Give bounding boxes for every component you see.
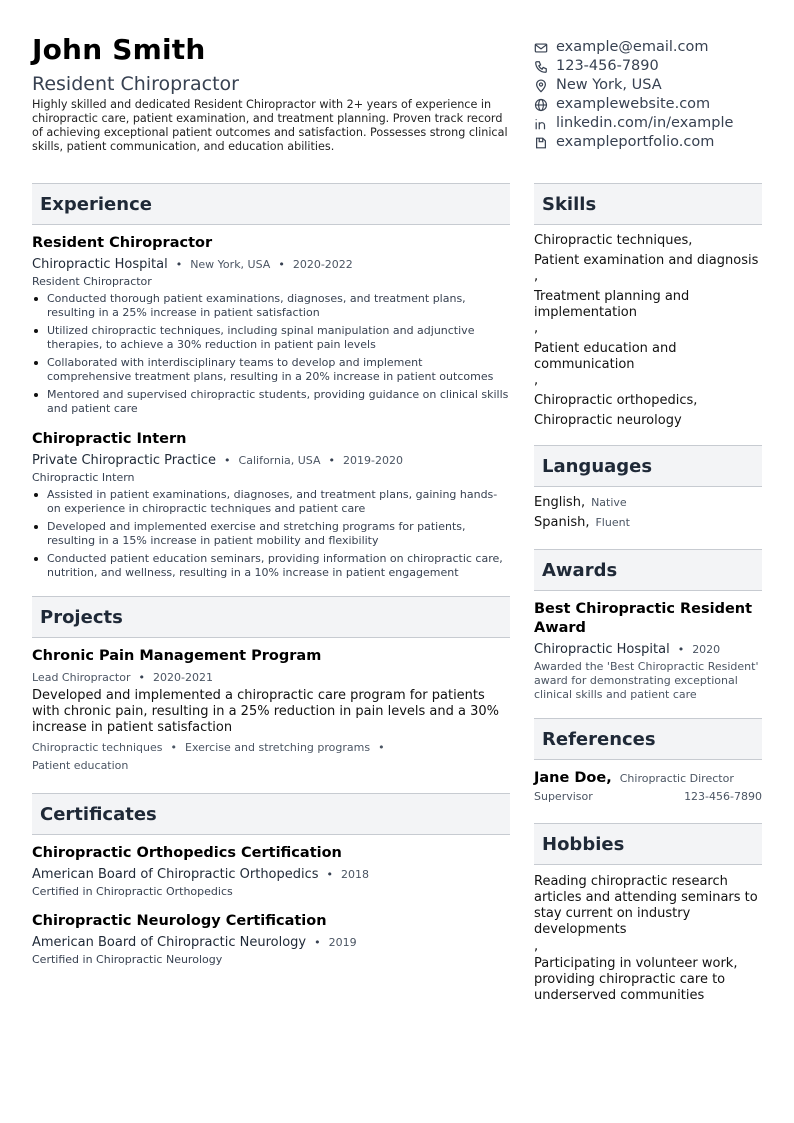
experience-role: Chiropractic Intern (32, 471, 135, 484)
contact-portfolio-text: exampleportfolio.com (556, 134, 715, 150)
award-org: Chiropractic Hospital (534, 642, 670, 657)
award-title: Best Chiropractic Resident Award (534, 601, 753, 636)
experience-location: New York, USA (190, 258, 271, 271)
award-description: Awarded the 'Best Chiropractic Resident' award for demonstrating exceptional clinical skills and patient care (534, 660, 759, 701)
skill-separator: , (534, 321, 539, 336)
language-name: English, (534, 495, 586, 510)
experience-title: Resident Chiropractor (32, 235, 213, 251)
project-meta (32, 669, 510, 686)
certificate-issuer: American Board of Chiropractic Neurology (32, 935, 307, 950)
award-year: 2020 (692, 643, 721, 656)
awards-heading: Awards (534, 549, 762, 591)
bullet-item: Conducted thorough patient examinations, diagnoses, and treatment plans, resulting in a 25% increase in patient satisfaction (32, 292, 510, 320)
separator-dot: • (328, 454, 336, 467)
references-heading: References (534, 718, 762, 760)
experience-entry (32, 430, 510, 580)
hobby-item: Reading chiropractic research articles and attending seminars to stay current on industry developments (534, 874, 758, 937)
project-tag: Chiropractic techniques (32, 741, 163, 754)
project-dates: 2020-2021 (153, 671, 213, 684)
hobby-separator: , (534, 939, 539, 954)
certificate-meta (32, 934, 510, 951)
phone-icon (534, 60, 548, 74)
contact-email[interactable] (534, 38, 774, 57)
experience-org: Chiropractic Hospital (32, 257, 168, 272)
certificate-entry (32, 912, 510, 968)
skill-separator: , (534, 373, 539, 388)
skill-item: Patient education and communication (534, 341, 677, 372)
reference-header (534, 770, 762, 786)
contact-website-text: examplewebsite.com (556, 96, 711, 112)
language-level: Fluent (595, 516, 630, 529)
linkedin-icon (534, 117, 548, 131)
separator-dot: • (378, 741, 385, 754)
certificates-heading: Certificates (32, 793, 510, 835)
experience-meta (32, 256, 510, 273)
contact-phone-text: 123-456-7890 (556, 58, 659, 74)
resume-header (32, 32, 762, 182)
certificate-meta (32, 866, 510, 883)
project-description: Developed and implemented a chiropractic care program for patients with chronic pain, resulting in a 25% reduction in pain levels and a 30% increase in patient satisfaction (32, 688, 500, 735)
certificate-entry (32, 844, 510, 900)
contact-email-text: example@email.com (556, 39, 709, 55)
skill-separator: , (534, 269, 539, 284)
experience-dates: 2019-2020 (343, 454, 403, 467)
experience-role: Resident Chiropractor (32, 275, 152, 288)
skill-item: Patient examination and diagnosis (534, 253, 759, 268)
separator-dot: • (278, 258, 285, 271)
experience-bullets (32, 292, 510, 416)
projects-heading: Projects (32, 596, 510, 638)
project-role: Lead Chiropractor (32, 671, 131, 684)
candidate-name: John Smith (32, 33, 206, 66)
languages-list (534, 493, 762, 533)
project-tag: Patient education (32, 759, 129, 772)
separator-dot: • (224, 454, 231, 467)
portfolio-icon (534, 136, 548, 150)
skills-list (534, 233, 762, 429)
reference-details (534, 790, 762, 803)
language-item (534, 513, 762, 533)
languages-heading: Languages (534, 445, 762, 487)
reference-name: Jane Doe, (534, 770, 612, 786)
bullet-item: Assisted in patient examinations, diagnoses, and treatment plans, gaining hands-on experience in chiropractic techniques and patient care (32, 488, 510, 516)
contact-website[interactable] (534, 95, 774, 114)
bullet-item: Utilized chiropractic techniques, including spinal manipulation and adjunctive therapies, to achieve a 30% reduction in patient pain levels (32, 324, 510, 352)
separator-dot: • (677, 643, 685, 656)
bullet-item: Collaborated with interdisciplinary teams to develop and implement comprehensive treatment plans, resulting in a 20% increase in patient outcomes (32, 356, 510, 384)
certificate-note: Certified in Chiropractic Neurology (32, 953, 223, 966)
contact-location-text: New York, USA (556, 77, 662, 93)
experience-entry (32, 234, 510, 416)
contact-portfolio[interactable] (534, 133, 774, 152)
bullet-item: Developed and implemented exercise and stretching programs for patients, resulting in a 15% increase in patient mobility and flexibility (32, 520, 510, 548)
contact-linkedin-text: linkedin.com/in/example (556, 115, 734, 131)
project-tags (32, 739, 510, 775)
separator-dot: • (170, 741, 178, 754)
separator-dot: • (326, 868, 334, 881)
reference-entry (534, 770, 762, 803)
project-tag: Exercise and stretching programs (185, 741, 371, 754)
award-entry (534, 600, 762, 702)
certificate-title: Chiropractic Orthopedics Certification (32, 845, 342, 861)
separator-dot: • (314, 936, 321, 949)
project-entry (32, 647, 510, 775)
bullet-item: Conducted patient education seminars, providing information on chiropractic care, nutrition, and wellness, resulting in a 10% increase in patient engagement (32, 552, 510, 580)
reference-relation: Supervisor (534, 790, 593, 803)
separator-dot: • (175, 258, 183, 271)
hobby-item: Participating in volunteer work, providing chiropractic care to underserved communities (534, 956, 738, 1003)
experience-org: Private Chiropractic Practice (32, 453, 217, 468)
resume-page (32, 32, 762, 1003)
experience-location: California, USA (238, 454, 321, 467)
contact-location (534, 76, 774, 95)
bullet-item: Mentored and supervised chiropractic students, providing guidance on clinical skills and patient care (32, 388, 510, 416)
language-item (534, 493, 762, 513)
experience-bullets (32, 488, 510, 580)
contact-linkedin[interactable] (534, 114, 774, 133)
right-column (534, 183, 762, 1004)
reference-position: Chiropractic Director (619, 772, 734, 785)
language-level: Native (591, 496, 627, 509)
skill-item: Treatment planning and implementation (534, 289, 690, 320)
experience-title: Chiropractic Intern (32, 431, 187, 447)
mail-icon (534, 41, 548, 55)
globe-icon (534, 98, 548, 112)
experience-meta (32, 452, 510, 469)
contact-phone[interactable] (534, 57, 774, 76)
skill-item: Chiropractic techniques, (534, 233, 693, 248)
contact-block (534, 38, 774, 152)
candidate-title: Resident Chiropractor (32, 73, 239, 95)
experience-heading: Experience (32, 183, 510, 225)
hobbies-heading: Hobbies (534, 823, 762, 865)
certificate-issuer: American Board of Chiropractic Orthopedics (32, 867, 319, 882)
hobbies-list (534, 874, 762, 1004)
experience-dates: 2020-2022 (292, 258, 353, 271)
skill-item: Chiropractic orthopedics, (534, 393, 698, 408)
certificate-year: 2019 (328, 936, 357, 949)
summary-text: Highly skilled and dedicated Resident Chiropractor with 2+ years of experience in chiropractic care, patient examination, and treatment planning. Proven track record of achieving exceptional patient outcomes and satisfaction. Possesses strong clinical skills, patient communication, and education abilities. (32, 98, 508, 153)
separator-dot: • (138, 671, 146, 684)
award-meta (534, 641, 762, 658)
skills-heading: Skills (534, 183, 762, 225)
location-pin-icon (534, 79, 548, 93)
language-name: Spanish, (534, 515, 590, 530)
certificate-year: 2018 (341, 868, 370, 881)
reference-phone[interactable]: 123-456-7890 (684, 790, 762, 803)
project-title: Chronic Pain Management Program (32, 648, 322, 664)
certificate-title: Chiropractic Neurology Certification (32, 913, 327, 929)
certificate-note: Certified in Chiropractic Orthopedics (32, 885, 233, 898)
skill-item: Chiropractic neurology (534, 413, 682, 428)
left-column (32, 183, 510, 968)
